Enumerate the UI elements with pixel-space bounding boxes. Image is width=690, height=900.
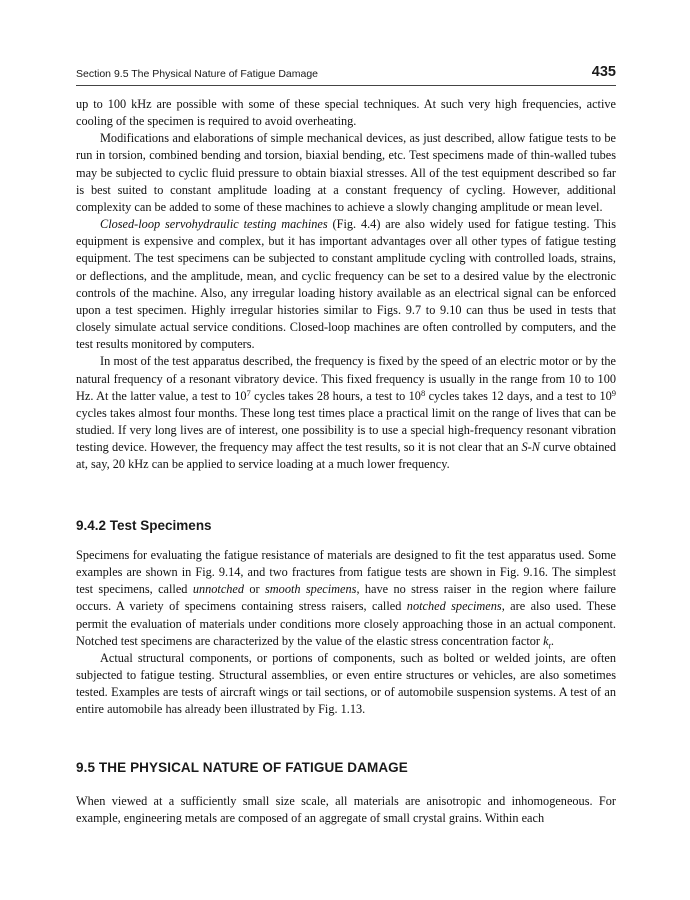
section-heading: 9.5 THE PHYSICAL NATURE OF FATIGUE DAMAGE bbox=[76, 760, 408, 775]
paragraph: Specimens for evaluating the fatigue resistance of materials are designed to fit the test apparatus used. Some examples are shown in Fig. 9.14, and two fractures from fatigue tests are shown in Fig. 9.16. The simplest test specimens, called unnotched or smooth specimens, have no stress raiser in the region where failure occurs. A variety of specimens containing stress raisers, called notched specimens, are also used. These permit the evaluation of materials under conditions more closely approaching those in an actual component. Notched test specimens are characterized by the value of the elastic stress concentration factor $k_t$. bbox=[76, 548, 617, 651]
header-rule bbox=[76, 85, 616, 86]
text-block-2 bbox=[76, 547, 616, 719]
running-head-section: Section 9.5 The Physical Nature of Fatigue Damage bbox=[76, 68, 319, 80]
page-number: 435 bbox=[591, 64, 616, 80]
paragraph: When viewed at a sufficiently small size scale, all materials are anisotropic and inhomogeneous. For example, engineering metals are composed of an aggregate of small crystal grains. Within each bbox=[76, 794, 616, 826]
paragraph: Actual structural components, or portions of components, such as bolted or welded joints, are often subjected to fatigue testing. Structural assemblies, or even entire structures or vehicles, are also sometimes tested. Examples are tests of aircraft wings or tail sections, or of automobile suspension systems. A test of an entire automobile has already been illustrated by Fig. 1.13. bbox=[76, 650, 616, 717]
paragraph: In most of the test apparatus described, the frequency is fixed by the speed of an electric motor or by the natural frequency of a resonant vibratory device. This fixed frequency is usually in the range from 10 to 100 Hz. At the latter value, a test to $10^7$ cycles takes 28 hours, a test to $10^8$ cycles takes 12 days, and a test to $10^9$ cycles takes almost four months. These long test times place a practical limit on the range of lives that can be studied. If very long lives are of interest, one possibility is to use a special high-frequency resonant vibration testing device. However, the frequency may affect the test results, so it is not clear that an S-N curve obtained at, say, 20 kHz can be applied to service loading at a much lower frequency. bbox=[76, 354, 616, 472]
italic-term: Closed-loop servohydraulic testing machines bbox=[100, 217, 328, 232]
running-head bbox=[76, 66, 616, 86]
paragraph: up to 100 kHz are possible with some of these special techniques. At such very high frequencies, active cooling of the specimen is required to avoid overheating. bbox=[76, 97, 616, 129]
text-block-3 bbox=[76, 793, 616, 827]
subsection-heading: 9.4.2 Test Specimens bbox=[76, 518, 212, 533]
paragraph: Closed-loop servohydraulic testing machines (Fig. 4.4) are also widely used for fatigue testing. This equipment is expensive and complex, but it has important advantages over all other types of fatigue testing equipment. The test specimens can be subjected to constant amplitude cycling with controlled loads, strains, or deflections, and the amplitude, mean, and cyclic frequency can be set to a desired value by the electronic controls of the machine. Also, any irregular loading history available as an electrical signal can be enforced upon a test specimen. Highly irregular histories similar to Figs. 9.7 to 9.10 can thus be used in tests that closely simulate actual service conditions. Closed-loop machines are often controlled by computers, and the test results monitored by computers. bbox=[76, 217, 617, 352]
text-block-1 bbox=[76, 96, 616, 473]
paragraph: Modifications and elaborations of simple mechanical devices, as just described, allow fatigue tests to be run in torsion, combined bending and torsion, biaxial bending, etc. Test specimens made of thin-walled tubes may be subjected to cyclic fluid pressure to obtain biaxial stresses. All of the test equipment described so far is best suited to constant amplitude loading at a constant frequency of cycling. However, additional complexity can be added to some of these machines to achieve a slowly changing amplitude or mean level. bbox=[76, 131, 616, 214]
